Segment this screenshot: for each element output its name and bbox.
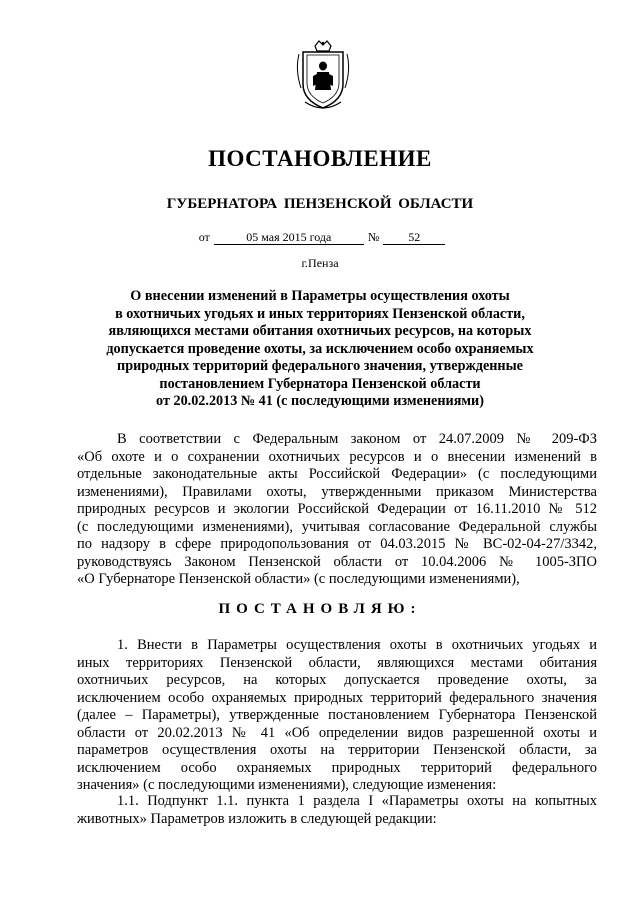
decree-word: ПОСТАНОВЛЯЮ: <box>218 601 422 617</box>
item-1-line: области от 20.02.2013 № 41 «Об определении видов разрешенной охоты и <box>77 724 597 741</box>
heading-line: природных территорий федерального значения, утвержденные <box>117 358 523 374</box>
heading-line: допускается проведение охоты, за исключением особо охраняемых <box>106 340 534 357</box>
item-1-line: (далее – Параметры), утвержденные постановлением Губернатора Пензенской <box>77 707 597 723</box>
preamble-line: (с последующими изменениями), учитывая согласование Федеральной службы <box>77 518 597 535</box>
item-1-line: параметров осуществления охоты на территории Пензенской области, за <box>77 742 597 758</box>
item-1-line: значения» (с последующими изменениями), следующие изменения: <box>77 777 497 793</box>
preamble-line: «О Губернаторе Пензенской области» (с последующими изменениями), <box>77 571 520 587</box>
preamble-line: по надзору в сфере природопользования от 04.03.2015 № ВС-02-04-27/3342, <box>77 536 597 552</box>
date-prefix: от <box>198 230 210 244</box>
item-1-line: исключением особо охраняемых природных территорий федерального значения <box>77 689 597 706</box>
preamble-line: изменениями), Правилами охоты, утвержденными приказом Министерства <box>77 483 597 500</box>
item-1-1-line: 1.1. Подпункт 1.1. пункта 1 раздела I «Параметры охоты на копытных <box>117 793 597 809</box>
heading-line: в охотничьих угодьях и иных территориях Пензенской области, <box>115 305 525 322</box>
preamble-line: «Об охоте и о сохранении охотничьих ресурсов и о внесении изменений в <box>77 448 597 465</box>
preamble-line: руководствуясь Законом Пензенской области от 10.04.2006 № 1005-ЗПО <box>77 553 597 570</box>
heading-line: являющихся местами обитания охотничьих ресурсов, на которых <box>108 323 532 339</box>
item-1-line: иных территориях Пензенской области, являющихся местами обитания <box>77 654 597 671</box>
item-1-1-line: животных» Параметров изложить в следующей редакции: <box>77 810 437 827</box>
item-1-line: 1. Внести в Параметры осуществления охоты в охотничьих угодьях и <box>117 637 597 653</box>
city-name: г.Пенза <box>301 256 339 270</box>
issuer-subtitle: ГУБЕРНАТОРА ПЕНЗЕНСКОЙ ОБЛАСТИ <box>166 196 474 212</box>
item-1-1-paragraph <box>77 793 597 828</box>
document-number: 52 <box>383 231 445 245</box>
preamble-paragraph <box>77 431 597 589</box>
document-title: ПОСТАНОВЛЕНИЕ <box>208 146 432 171</box>
heading-line: О внесении изменений в Параметры осуществления охоты <box>130 288 510 304</box>
document-heading <box>70 288 570 411</box>
item-1-line: исключением особо охраняемых природных территорий федерального <box>77 759 597 776</box>
preamble-line: В соответствии с Федеральным законом от 24.07.2009 № 209-ФЗ <box>117 431 597 447</box>
item-1-paragraph <box>77 637 597 795</box>
date-number-line <box>0 230 640 245</box>
coat-of-arms-emblem <box>293 40 353 112</box>
preamble-line: отдельные законодательные акты Российской Федерации» (с последующими <box>77 466 597 482</box>
item-1-line: охотничьих ресурсов, на которых допускается проведение охоты, за <box>77 672 597 688</box>
heading-line: от 20.02.2013 № 41 (с последующими изменениями) <box>156 393 484 409</box>
document-date: 05 мая 2015 года <box>214 231 364 245</box>
heading-line: постановлением Губернатора Пензенской области <box>159 375 481 392</box>
preamble-line: природных ресурсов и экологии Российской Федерации от 16.11.2010 № 512 <box>77 501 597 517</box>
number-label: № <box>367 230 380 244</box>
